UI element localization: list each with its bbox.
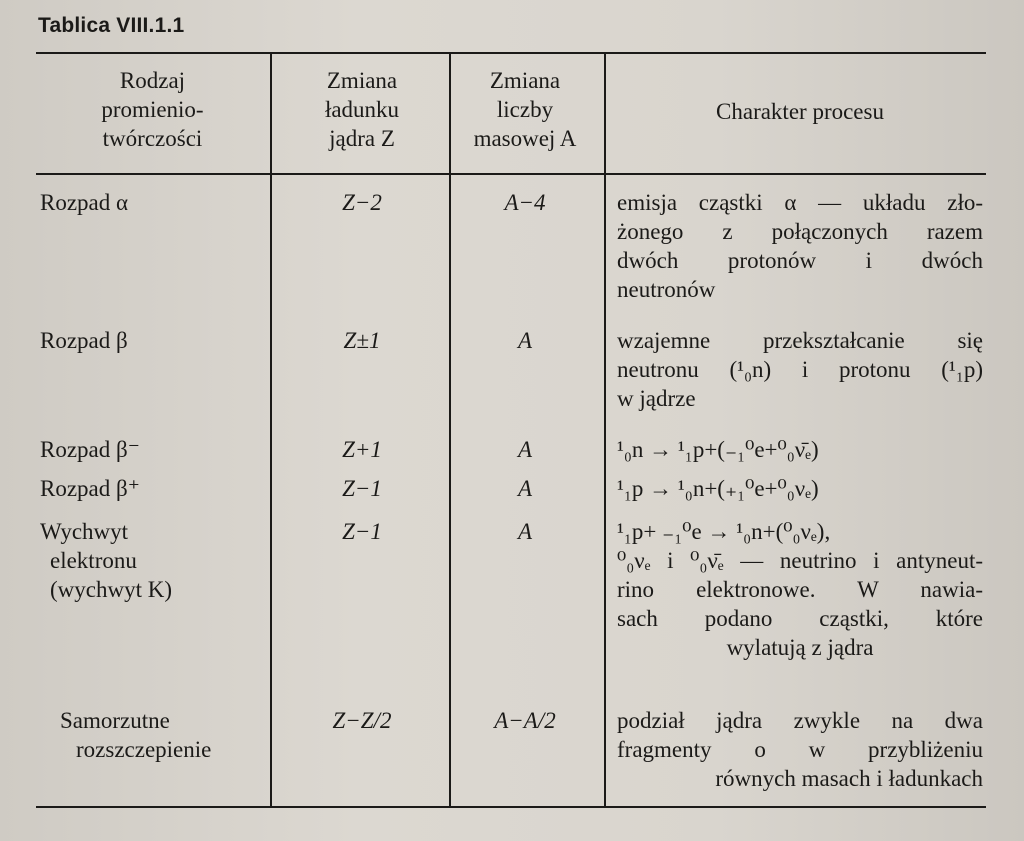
desc-line: równych masach i ładunkach [715, 766, 983, 791]
row-fission-mass: A−A/2 [494, 708, 556, 733]
desc-line: ⁰₀νₑ i ⁰₀ν̄ₑ — neutrino i antyneut- [617, 548, 983, 573]
header-type-line: promienio- [101, 97, 204, 122]
desc-line: fragmenty o w przybliżeniu [617, 737, 983, 762]
row-beta-type [40, 326, 265, 355]
desc-line: ¹₀n → ¹₁p+(₋₁⁰e+⁰₀ν̄ₑ) [617, 437, 819, 462]
type-line: (wychwyt K) [50, 577, 172, 602]
column-rule-2 [449, 53, 451, 806]
row-beta-desc [617, 326, 983, 413]
row-alpha-mass: A−4 [504, 190, 546, 215]
header-mass-change [450, 66, 600, 153]
column-rule-3 [604, 53, 606, 806]
desc-line: podział jądra zwykle na dwa [617, 708, 983, 733]
row-alpha-type [40, 188, 265, 217]
table-bottom-rule [36, 806, 986, 808]
desc-line: sach podano cząstki, które [617, 606, 983, 631]
type-line: Rozpad α [40, 190, 129, 215]
row-beta-minus-charge: Z+1 [342, 437, 382, 462]
header-mass-line: masowej A [473, 126, 577, 151]
desc-line: rino elektronowe. W nawia- [617, 577, 983, 602]
type-line: Samorzutne [60, 708, 170, 733]
row-alpha-charge: Z−2 [342, 190, 382, 215]
type-line: Rozpad β⁻ [40, 437, 140, 462]
row-electron-capture-type [40, 517, 265, 604]
desc-line: ¹₁p+ ₋₁⁰e → ¹₀n+(⁰₀νₑ), [617, 519, 831, 544]
header-mass-line: liczby [496, 97, 554, 122]
type-line: elektronu [50, 548, 137, 573]
column-rule-1 [270, 53, 272, 806]
row-beta-charge: Z±1 [343, 328, 381, 353]
header-charge-line: jądra Z [329, 126, 395, 151]
desc-line: dwóch protonów i dwóch [617, 248, 983, 273]
desc-line: wylatują z jądra [726, 635, 874, 660]
row-beta-mass: A [517, 328, 533, 353]
header-process-character: Charakter procesu [716, 99, 884, 124]
row-beta-minus-type [40, 435, 265, 464]
desc-line: emisja cząstki α — układu zło- [617, 190, 983, 215]
row-beta-plus-desc [617, 474, 983, 503]
row-electron-capture-mass: A [517, 519, 533, 544]
row-beta-plus-type [40, 474, 265, 503]
row-electron-capture-desc [617, 517, 983, 662]
row-fission-desc [617, 706, 983, 793]
type-line: Rozpad β⁺ [40, 476, 140, 501]
row-fission-charge: Z−Z/2 [332, 708, 392, 733]
row-beta-minus-mass: A [517, 437, 533, 462]
header-type-line: twórczości [102, 126, 203, 151]
header-charge-line: Zmiana [326, 68, 398, 93]
header-mass-line: Zmiana [489, 68, 561, 93]
table-top-rule [36, 52, 986, 54]
header-charge-change [276, 66, 448, 153]
row-alpha-desc [617, 188, 983, 304]
row-beta-minus-desc [617, 435, 983, 464]
row-beta-plus-charge: Z−1 [342, 476, 382, 501]
desc-line: w jądrze [617, 386, 696, 411]
header-type-line: Rodzaj [119, 68, 186, 93]
row-beta-plus-mass: A [517, 476, 533, 501]
header-charge-line: ładunku [324, 97, 400, 122]
desc-line: neutronu (¹₀n) i protonu (¹₁p) [617, 357, 983, 382]
row-electron-capture-charge: Z−1 [342, 519, 382, 544]
type-line: Rozpad β [40, 328, 128, 353]
desc-line: ¹₁p → ¹₀n+(₊₁⁰e+⁰₀νₑ) [617, 476, 819, 501]
row-fission-type [40, 706, 265, 764]
type-line: Wychwyt [40, 519, 129, 544]
type-line: rozszczepienie [76, 737, 212, 762]
desc-line: żonego z połączonych razem [617, 219, 983, 244]
header-rule [36, 173, 986, 175]
desc-line: neutronów [617, 277, 716, 302]
desc-line: wzajemne przekształcanie się [617, 328, 983, 353]
table-title: Tablica VIII.1.1 [38, 14, 185, 37]
header-type [40, 66, 265, 153]
